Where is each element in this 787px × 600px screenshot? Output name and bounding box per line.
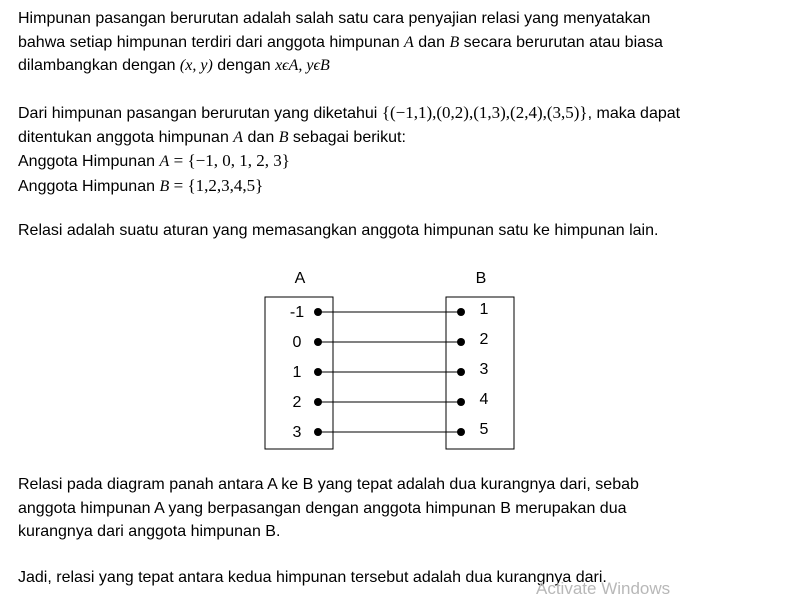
set-b-dot [457, 338, 465, 346]
set-b-dot [457, 428, 465, 436]
paragraph-explanation [18, 473, 766, 544]
set-a-member: 3 [292, 424, 302, 442]
math-set-b: B [159, 177, 170, 195]
math-members-b: = {1,2,3,4,5} [173, 175, 264, 195]
set-a-member: 2 [292, 394, 302, 412]
math-set-a: A [233, 128, 244, 146]
set-a-dot [314, 338, 322, 346]
set-b-member: 1 [479, 301, 489, 319]
definition-text: secara berurutan atau biasa [463, 33, 663, 51]
set-a-dot [314, 368, 322, 376]
explanation-line-2: anggota himpunan A yang berpasangan dengan anggota himpunan B merupakan dua [18, 499, 627, 517]
math-ordered-pair: (x, y) [179, 57, 213, 74]
example-text: ditentukan anggota himpunan [18, 128, 229, 146]
example-text: sebagai berikut: [292, 128, 406, 146]
definition-text: dengan [217, 57, 271, 74]
set-b-label: B [475, 270, 487, 287]
explanation-line-3: kurangnya dari anggota himpunan B. [18, 523, 281, 540]
math-set-b: B [449, 33, 460, 51]
set-b-member: 2 [479, 331, 489, 349]
definition-text: dan [418, 33, 445, 51]
definition-text: dilambangkan dengan [18, 57, 176, 74]
example-text: Dari himpunan pasangan berurutan yang diketahui [18, 105, 378, 122]
set-a-members [290, 304, 322, 441]
set-a-dot [314, 308, 322, 316]
set-b-members [457, 301, 489, 438]
example-text: dan [247, 128, 275, 146]
math-set-a: A [404, 33, 414, 51]
example-text: , maka dapat [587, 105, 681, 122]
set-b-dot [457, 308, 465, 316]
math-pair-set: {(−1,1),(0,2),(1,3),(2,4),(3,5)} [381, 103, 588, 122]
arrow-lines [318, 312, 461, 432]
set-b-member: 4 [479, 391, 489, 409]
set-a-member: 0 [292, 334, 302, 352]
set-b-member: 3 [479, 361, 489, 379]
relation-definition-line: Relasi adalah suatu aturan yang memasangkan anggota himpunan satu ke himpunan lain. [18, 222, 659, 239]
explanation-line-1: Relasi pada diagram panah antara A ke B yang tepat adalah dua kurangnya dari, sebab [18, 476, 639, 493]
conclusion-line: Jadi, relasi yang tepat antara kedua himpunan tersebut adalah dua kurangnya dari. [18, 569, 607, 586]
members-label: Anggota Himpunan [18, 177, 155, 195]
math-set-a: A [159, 153, 170, 170]
members-label: Anggota Himpunan [18, 153, 155, 170]
set-b-member: 5 [479, 421, 489, 439]
set-a-dot [314, 398, 322, 406]
set-a-label: A [294, 270, 306, 287]
math-set-b: B [278, 128, 289, 146]
activation-watermark: Activate Windows [536, 579, 671, 598]
set-a-dot [314, 428, 322, 436]
definition-line-1: Himpunan pasangan berurutan adalah salah satu cara penyajian relasi yang menyatakan [18, 10, 651, 27]
definition-text: bahwa setiap himpunan terdiri dari anggota himpunan [18, 33, 400, 51]
math-membership: xϵA, yϵB [275, 57, 330, 74]
math-members-a: = {−1, 0, 1, 2, 3} [173, 151, 290, 170]
set-a-member: -1 [289, 304, 305, 322]
set-b-dot [457, 398, 465, 406]
set-b-dot [457, 368, 465, 376]
set-a-member: 1 [292, 364, 302, 382]
